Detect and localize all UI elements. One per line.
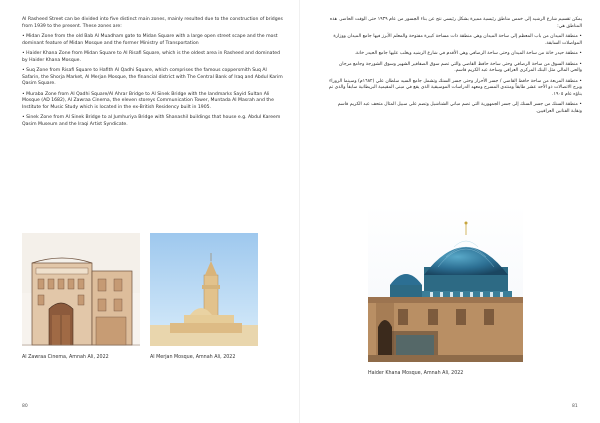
arabic-text-block [328,17,582,119]
caption-al-merjan-mosque: Al Merjan Mosque, Amnah Ali, 2022 [150,355,236,360]
arabic-paragraph-suq-zone: • منطقة السوق من ساحة الرصافي وحتى ساحة حافظ القاضي والتي تضم سوق الصفافير الشهير وسوق الشورجة وجامع مرجان والحي المالي مثل البنك المركزي العراقي وساحة عبد الكريم قاسم. [338,61,582,73]
arabic-paragraph-muraba-zone: • منطقة المربعة من ساحة حافظ القاضي / جسر الأحرار وحتى جسر السنك وتشمل جامع السيد سلطان علي (١٦٨٢م) وسينما الزوراء وبرج الاتصالات ذو الأحد عشر طابقاً ومنتدى المسرح ومعهد الدراسات الموسيقية الذي يقع في مبنى المقيمية البريطانية سابقاً والذي تم بناؤه عام ١٩٠٥. [328,78,582,97]
al-merjan-mosque-illustration [150,233,258,346]
english-paragraph-haider-khana-zone: • Haider Khana Zone from Midan Square to Al Risafi Square, which is the oldest area in Rasheed and dominated by Haider Khana Mosque. [22,51,280,63]
al-zawraa-cinema-illustration [22,233,140,346]
arabic-paragraph-intro: يمكن تقسيم شارع الرشيد إلى خمس مناطق رئيسية مميزة بشكل رئيسي نتج عن بناء الجسور من عام ١٩٣٩ حتى الوقت الحاضر. هذه المناطق هي: [329,17,582,29]
arabic-paragraph-midan-zone: • منطقة الميدان من باب المعظم إلى ساحة الميدان وهي منطقة ذات مساحة كبيرة مفتوحة والمعلم الأبرز فيها جامع الميدان ووزارة المواصلات السابقة. [333,34,582,46]
page-number-right: 81 [572,404,578,409]
haider-khana-mosque-illustration [368,205,523,362]
arabic-paragraph-haider-khana-zone: • منطقة حيدر خانة من ساحة الميدان وحتى ساحة الرصافي وهي الأقدم في شارع الرشيد ويغلب عليها جامع الحيدر خانة. [354,51,582,56]
caption-al-zawraa-cinema: Al Zawraa Cinema, Amnah Ali, 2022 [22,355,109,360]
right-page [300,0,600,423]
english-text-block [22,17,284,132]
caption-haider-khana-mosque: Haider Khana Mosque, Amnah Ali, 2022 [368,371,464,376]
english-paragraph-midan-zone: • Midan Zone from the old Bab Al Muadham gate to Midan Square with a large open street scape and the most dominant feature of Midan Mosque and the former Ministry of Transportation [22,34,278,46]
page-number-left: 80 [22,404,28,409]
english-paragraph-muraba-zone: • Muraba Zone from Al Qadhi Square/Al Ahrar Bridge to Al Sinek Bridge with the landmarks Sayid Sultan Ali Mosque (AD 1682), Al Zawraa Cinema, the eleven storeys Communication Tower, Muntada Al Masrah and the Institute for Music Study which is located in the ex-British Residency built in 1905. [22,91,274,110]
english-paragraph-sinek-zone: • Sinek Zone from Al Sinek Bridge to al Jumhuriya Bridge with Shanashil buildings that house e.g. Abdul Kareem Qasim Museum and the Iraqi Artist Syndicate. [22,115,281,127]
english-paragraph-intro: Al Rasheed Street can be divided into five distinct main zones, mainly resulted due to the construction of bridges from 1939 to the present. These zones are: [22,17,283,29]
arabic-paragraph-sinek-zone: • منطقة السنك من جسر السنك إلى جسر الجمهورية التي تضم مباني الشناشيل وتضم على سبيل المثال متحف عبد الكريم قاسم ونقابة الفنانين العراقيين. [337,102,582,114]
english-paragraph-suq-zone: • Suq Zone from Risafi Square to Hafith Al Qadhi Square, which comprises the famous coppersmith Suq Al Safarin, the Shorja Market, Al Merjan Mosque, the financial district with The Central Bank of Iraq and Abdul Karim Qasim Square. [22,68,283,86]
